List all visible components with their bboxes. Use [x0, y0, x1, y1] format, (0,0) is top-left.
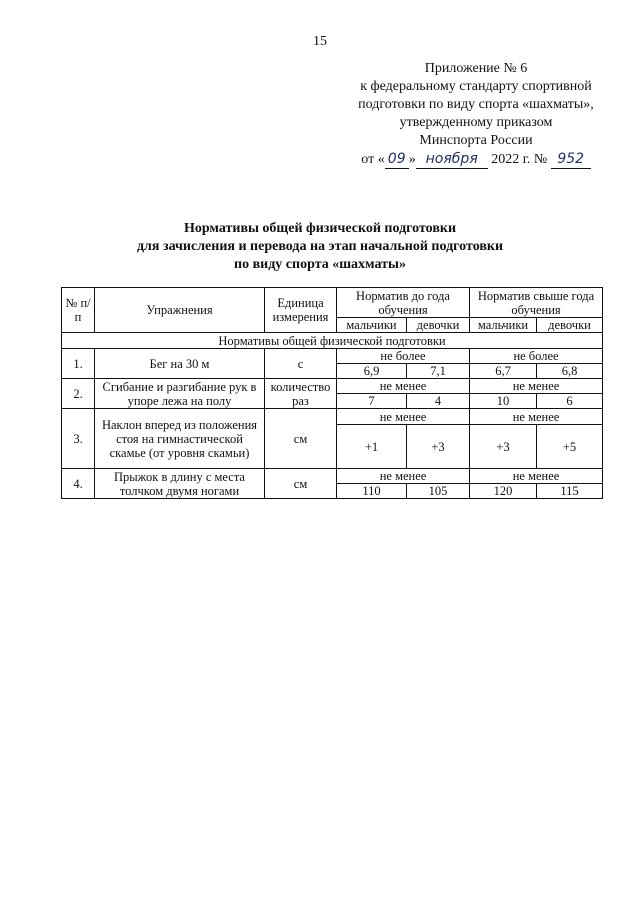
annex-block	[330, 60, 622, 169]
date-prefix: от «	[361, 152, 385, 167]
value-girls-up-to-year: 4	[407, 394, 470, 409]
value-boys-up-to-year: 6,9	[337, 364, 407, 379]
value-boys-over-year: 120	[470, 484, 537, 499]
value-girls-up-to-year: 7,1	[407, 364, 470, 379]
header-norm-over-year: Норматив свыше года обучения	[470, 288, 603, 318]
annex-title: Приложение № 6	[424, 61, 528, 76]
row-condition: не менее	[337, 469, 470, 484]
value-boys-over-year: 6,7	[470, 364, 537, 379]
row-condition: не менее	[470, 409, 603, 425]
header-num: № п/п	[62, 288, 95, 333]
row-condition: не менее	[337, 409, 470, 425]
header-girls: девочки	[537, 318, 603, 333]
row-condition: не более	[337, 349, 470, 364]
row-unit: см	[265, 409, 337, 469]
value-girls-over-year: 115	[537, 484, 603, 499]
header-girls: девочки	[407, 318, 470, 333]
value-girls-over-year: 6	[537, 394, 603, 409]
value-boys-up-to-year: 110	[337, 484, 407, 499]
value-boys-over-year: 10	[470, 394, 537, 409]
handwritten-order-number: 952	[551, 150, 591, 169]
row-unit: количество раз	[265, 379, 337, 409]
handwritten-day: 09	[385, 150, 409, 169]
header-unit: Единица измерения	[265, 288, 337, 333]
row-num: 2.	[62, 379, 95, 409]
row-condition: не более	[470, 349, 603, 364]
row-condition: не менее	[470, 379, 603, 394]
value-girls-over-year: +5	[537, 425, 603, 469]
section-title: Нормативы общей физической подготовки	[62, 333, 603, 349]
row-condition: не менее	[337, 379, 470, 394]
annex-line: к федеральному стандарту спортивной	[360, 79, 592, 94]
row-unit: с	[265, 349, 337, 379]
handwritten-month: ноября	[416, 150, 488, 169]
value-boys-up-to-year: +1	[337, 425, 407, 469]
value-boys-over-year: +3	[470, 425, 537, 469]
value-boys-up-to-year: 7	[337, 394, 407, 409]
row-exercise: Прыжок в длину с места толчком двумя ногами	[95, 469, 265, 499]
row-num: 1.	[62, 349, 95, 379]
date-mid: »	[408, 152, 416, 167]
value-girls-over-year: 6,8	[537, 364, 603, 379]
title-line: по виду спорта «шахматы»	[234, 257, 406, 272]
annex-date-line	[330, 150, 622, 169]
row-exercise: Наклон вперед из положения стоя на гимнастической скамье (от уровня скамьи)	[95, 409, 265, 469]
row-unit: см	[265, 469, 337, 499]
page-number: 15	[313, 34, 327, 49]
norms-table	[61, 287, 603, 499]
row-num: 4.	[62, 469, 95, 499]
header-exercise: Упражнения	[95, 288, 265, 333]
value-girls-up-to-year: +3	[407, 425, 470, 469]
header-boys: мальчики	[470, 318, 537, 333]
title-line: Нормативы общей физической подготовки	[183, 221, 457, 236]
date-year: 2022 г. №	[491, 152, 548, 167]
header-boys: мальчики	[337, 318, 407, 333]
row-exercise: Сгибание и разгибание рук в упоре лежа на полу	[95, 379, 265, 409]
value-girls-up-to-year: 105	[407, 484, 470, 499]
annex-line: Минспорта России	[419, 133, 533, 148]
annex-line: подготовки по виду спорта «шахматы»,	[358, 97, 594, 112]
row-num: 3.	[62, 409, 95, 469]
document-title	[0, 220, 640, 274]
row-condition: не менее	[470, 469, 603, 484]
header-norm-up-to-year: Норматив до года обучения	[337, 288, 470, 318]
row-exercise: Бег на 30 м	[95, 349, 265, 379]
annex-line: утвержденному приказом	[399, 115, 553, 130]
title-line: для зачисления и перевода на этап начальной подготовки	[136, 239, 504, 254]
